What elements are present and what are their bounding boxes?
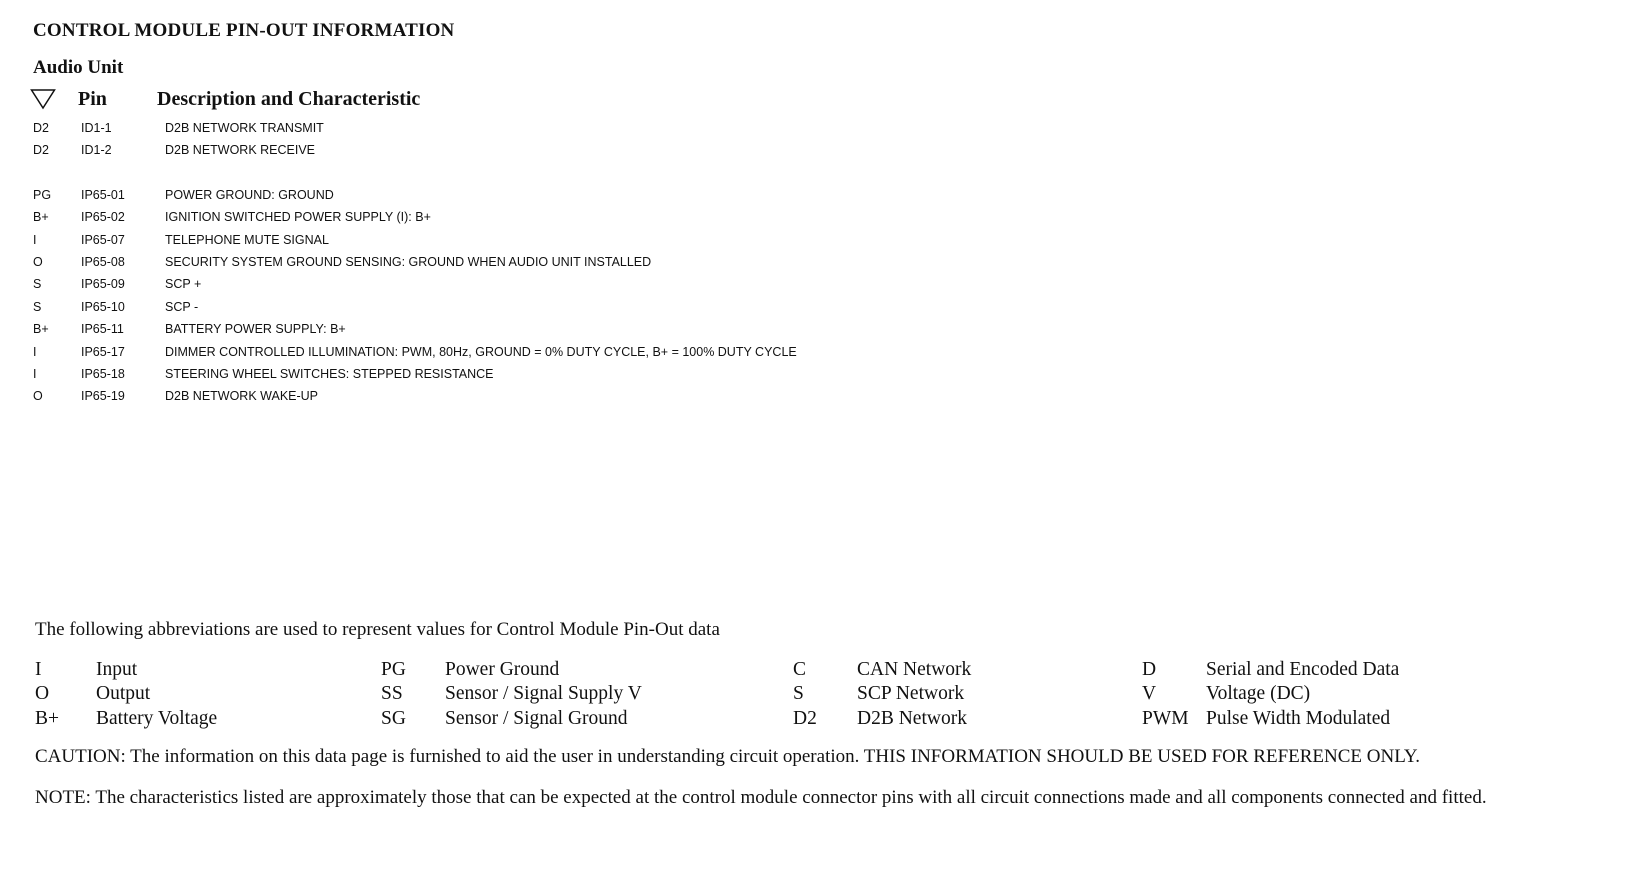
pin-type: B+ — [33, 210, 49, 225]
pin-description: SECURITY SYSTEM GROUND SENSING: GROUND WHEN AUDIO UNIT INSTALLED — [165, 254, 652, 269]
page-title: CONTROL MODULE PIN-OUT INFORMATION — [33, 20, 455, 41]
pin-type: I — [33, 344, 37, 359]
pin-description: POWER GROUND: GROUND — [165, 187, 334, 202]
abbreviation-code: S — [793, 683, 804, 705]
abbreviation-code: PWM — [1142, 707, 1189, 729]
pin-type: PG — [33, 187, 52, 202]
abbreviation-meaning: Sensor / Signal Ground — [445, 707, 628, 729]
abbreviation-code: SS — [381, 683, 403, 705]
abbreviation-meaning: Serial and Encoded Data — [1206, 659, 1400, 680]
abbreviation-meaning: CAN Network — [857, 659, 972, 680]
pin-type: S — [33, 299, 42, 314]
description-column-header: Description and Characteristic — [157, 88, 421, 110]
pin-description: BATTERY POWER SUPPLY: B+ — [165, 322, 346, 337]
note-text: NOTE: The characteristics listed are approximately those that can be expected at the control module connector pins with all circuit connections made and all components connected and fitted. — [35, 787, 1487, 808]
pin-number: IP65-11 — [81, 322, 124, 337]
pin-type: S — [33, 277, 42, 292]
abbreviation-meaning: Input — [96, 659, 138, 680]
pin-number: IP65-18 — [81, 366, 125, 381]
pin-type: O — [33, 254, 43, 269]
abbreviation-code: B+ — [35, 707, 60, 729]
abbreviation-code: D — [1142, 659, 1157, 680]
abbreviation-meaning: Output — [96, 683, 151, 705]
pin-number: IP65-02 — [81, 210, 125, 225]
triangle-down-icon — [30, 88, 56, 110]
abbreviation-meaning: Pulse Width Modulated — [1206, 707, 1391, 729]
pin-description: D2B NETWORK TRANSMIT — [165, 121, 324, 135]
pin-description: STEERING WHEEL SWITCHES: STEPPED RESISTANCE — [165, 366, 494, 381]
abbreviation-meaning: D2B Network — [857, 707, 967, 729]
pin-type: D2 — [33, 121, 49, 135]
pin-description: SCP - — [165, 299, 199, 314]
pin-type: O — [33, 389, 43, 404]
caution-text: CAUTION: The information on this data page is furnished to aid the user in understanding circuit operation. THIS INFORMATION SHOULD BE USED FOR REFERENCE ONLY. — [35, 746, 1420, 767]
abbreviation-meaning: Battery Voltage — [96, 707, 218, 729]
pin-description: SCP + — [165, 277, 202, 292]
pin-number: ID1-2 — [81, 143, 112, 158]
abbreviation-code: C — [793, 659, 807, 680]
pin-number: ID1-1 — [81, 121, 112, 135]
abbreviations-intro: The following abbreviations are used to represent values for Control Module Pin-Out data — [35, 619, 720, 640]
pin-number: IP65-08 — [81, 254, 125, 269]
abbreviation-code: V — [1142, 683, 1157, 705]
abbreviation-code: PG — [381, 659, 406, 680]
abbreviation-code: I — [35, 659, 42, 680]
pin-type: B+ — [33, 322, 49, 337]
abbreviation-meaning: SCP Network — [857, 683, 965, 705]
abbreviation-code: D2 — [793, 707, 817, 729]
abbreviation-meaning: Sensor / Signal Supply V — [445, 683, 642, 705]
abbreviation-code: O — [35, 683, 50, 705]
pin-number: IP65-17 — [81, 344, 125, 359]
pin-number: IP65-19 — [81, 389, 125, 404]
pin-description: D2B NETWORK WAKE-UP — [165, 389, 319, 404]
pin-column-header: Pin — [78, 88, 107, 110]
abbreviation-meaning: Voltage (DC) — [1206, 683, 1311, 705]
pin-type: I — [33, 366, 37, 381]
pin-number: IP65-10 — [81, 299, 125, 314]
pin-type: I — [33, 232, 37, 247]
abbreviation-meaning: Power Ground — [445, 659, 560, 680]
pin-type: D2 — [33, 143, 49, 158]
pin-number: IP65-09 — [81, 277, 125, 292]
pin-number: IP65-01 — [81, 187, 125, 202]
pin-description: TELEPHONE MUTE SIGNAL — [165, 232, 329, 247]
pin-number: IP65-07 — [81, 232, 125, 247]
pin-description: D2B NETWORK RECEIVE — [165, 143, 316, 158]
abbreviation-code: SG — [381, 707, 406, 729]
pin-description: DIMMER CONTROLLED ILLUMINATION: PWM, 80Hz, GROUND = 0% DUTY CYCLE, B+ = 100% DUTY CYCLE — [165, 344, 797, 359]
pin-description: IGNITION SWITCHED POWER SUPPLY (I): B+ — [165, 210, 431, 225]
unit-name: Audio Unit — [33, 57, 124, 78]
